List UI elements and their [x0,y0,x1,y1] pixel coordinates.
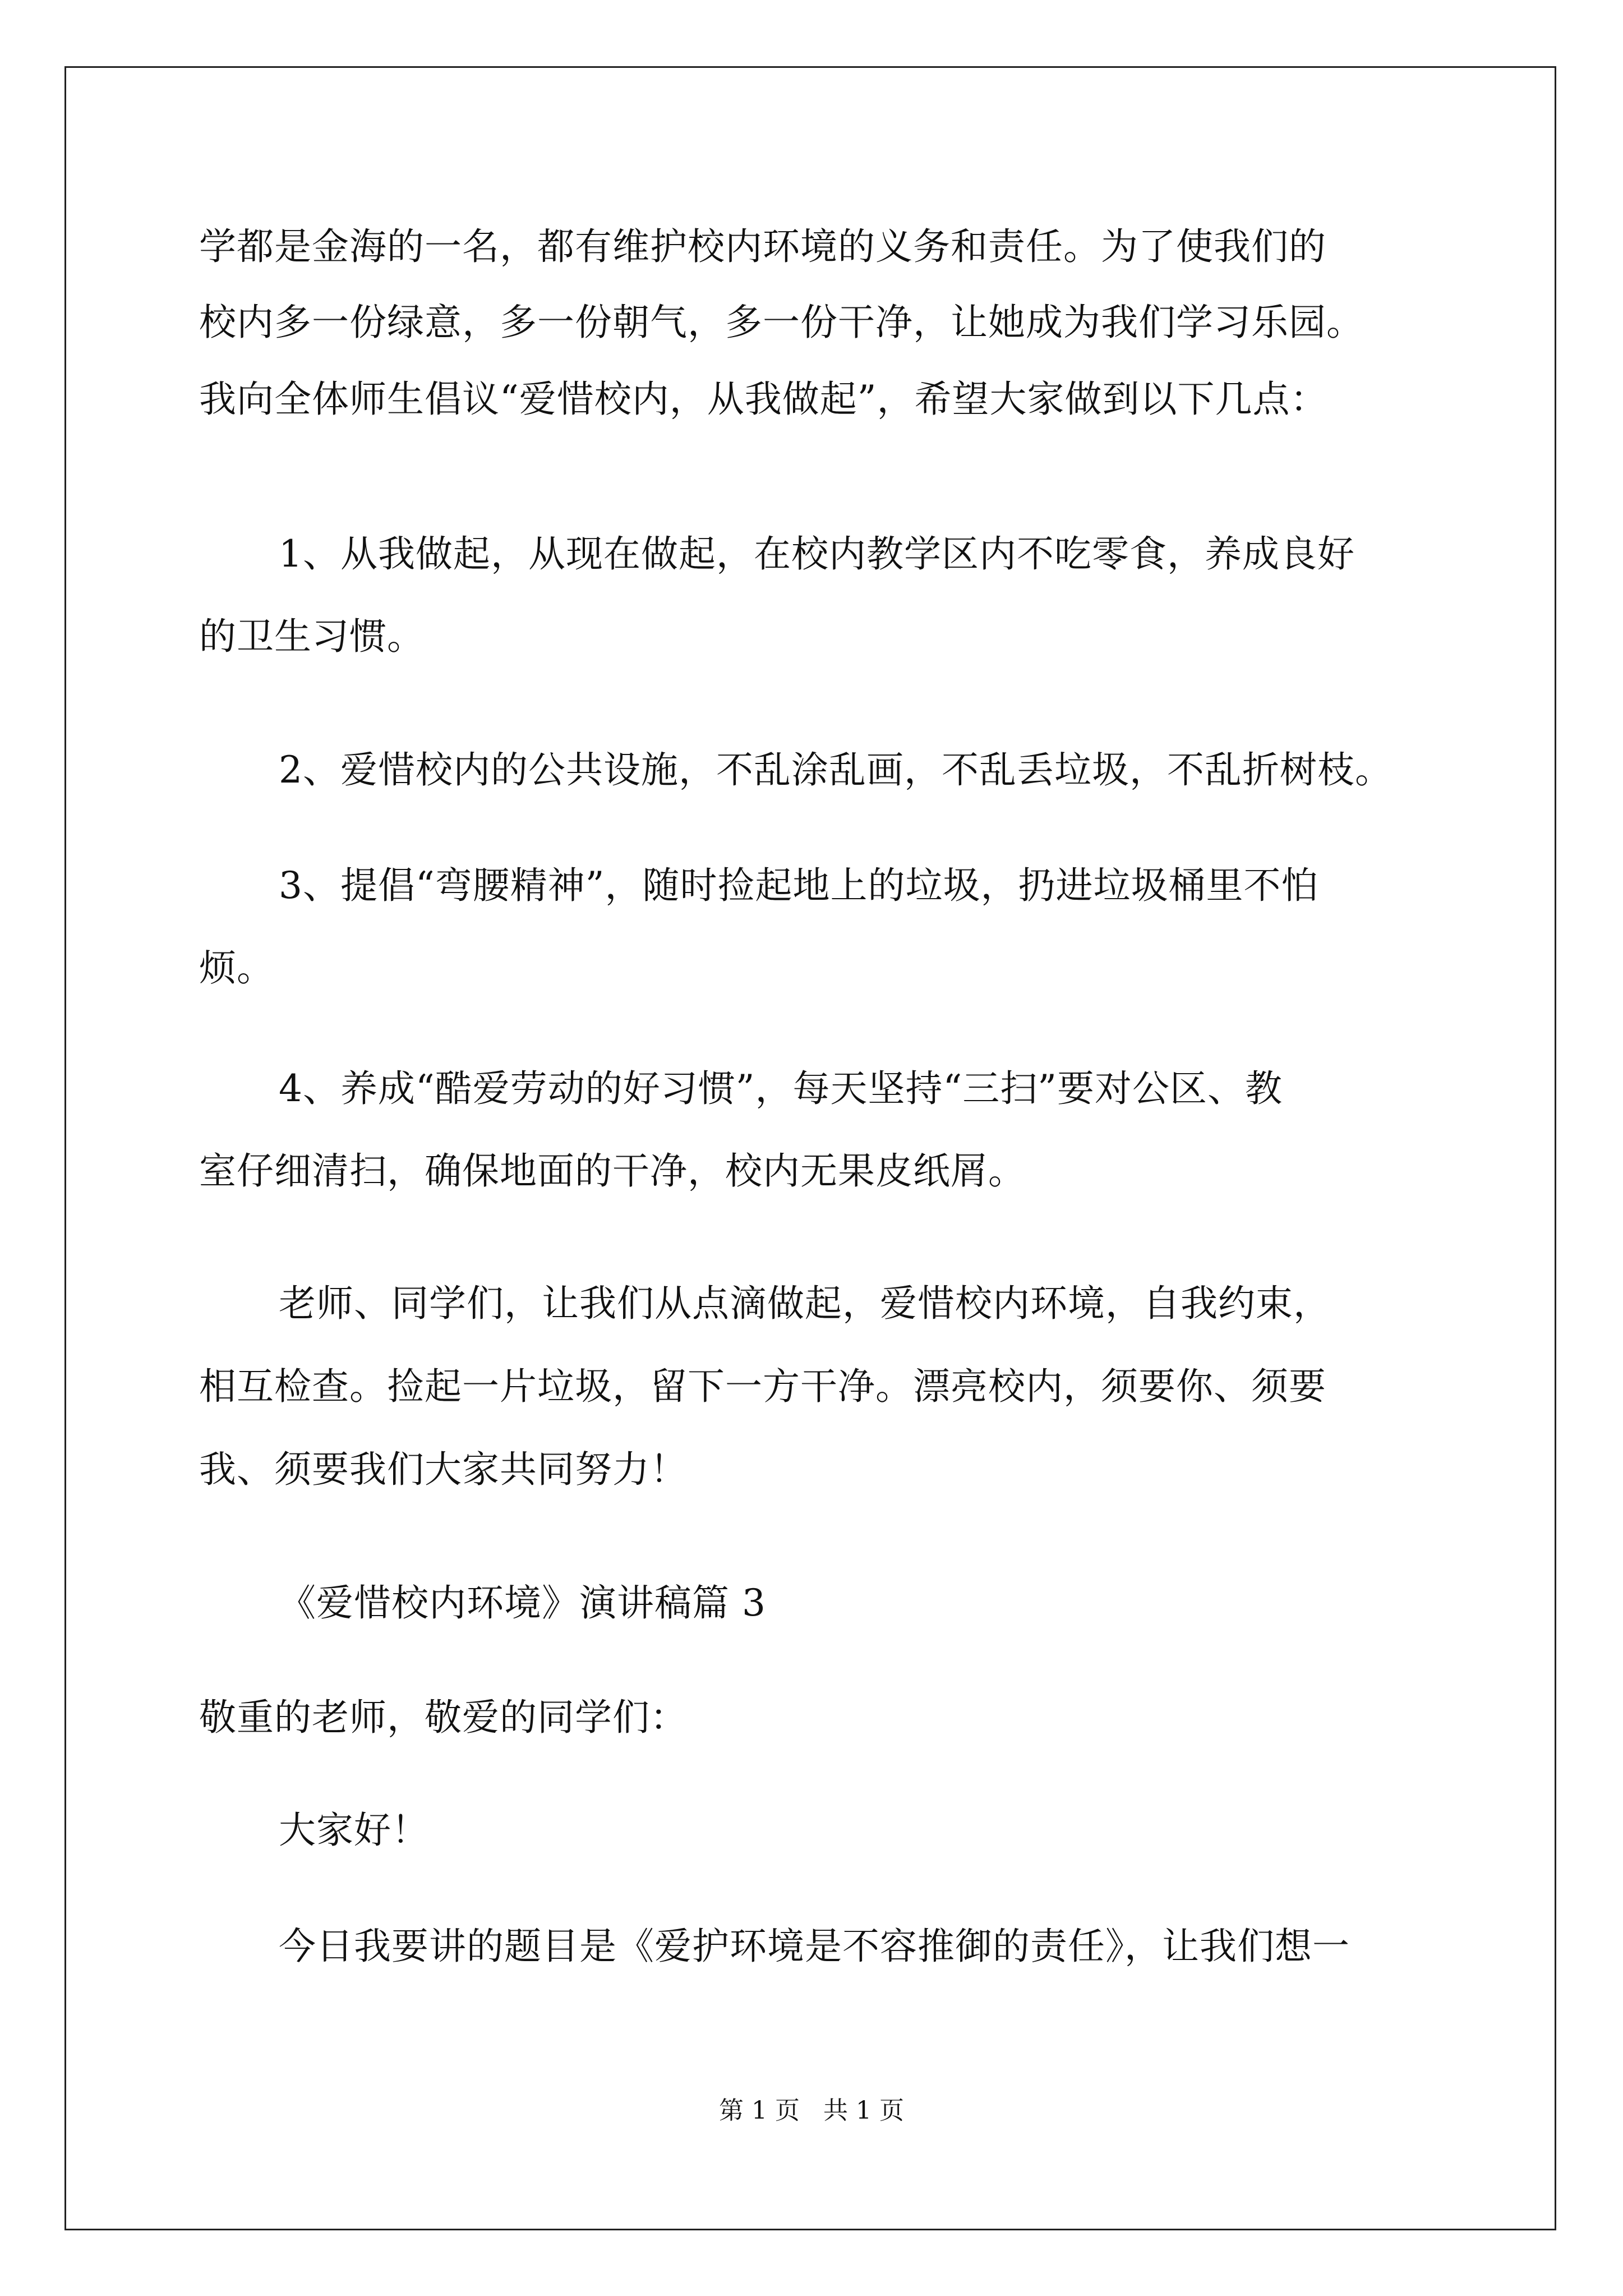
text-line-2: 校内多一份绿意，多一份朝气，多一份干净，让她成为我们学习乐园。 [199,301,1364,344]
page-footer [0,2095,1623,2127]
salutation: 敬重的老师，敬爱的同学们： [199,1696,688,1739]
list-item-4-cont: 室仔细清扫，确保地面的干净，校内无果皮纸屑。 [199,1149,1026,1193]
text-line-1: 学都是金海的一名，都有维护校内环境的义务和责任。为了使我们的 [199,225,1326,268]
greeting: 大家好！ [279,1809,429,1852]
speech-opening: 今日我要讲的题目是《爱护环境是不容推御的责任》，让我们想一 [279,1925,1350,1968]
list-item-1-cont: 的卫生习惯。 [199,615,425,658]
closing-line-2: 相互检查。捡起一片垃圾，留下一方干净。漂亮校内，须要你、须要 [199,1365,1326,1408]
list-item-4: 4、养成“酷爱劳动的好习惯”，每天坚持“三扫”要对公区、教 [279,1067,1283,1110]
list-item-2: 2、爱惜校内的公共设施，不乱涂乱画，不乱丢垃圾，不乱折树枝。 [279,748,1393,792]
text-line-3: 我向全体师生倡议“爱惜校内，从我做起”，希望大家做到以下几点： [199,378,1328,421]
list-item-3: 3、提倡“弯腰精神”，随时捡起地上的垃圾，扔进垃圾桶里不怕 [279,864,1319,907]
list-item-3-cont: 烦。 [199,946,274,990]
list-item-1: 1、从我做起，从现在做起，在校内教学区内不吃零食，养成良好 [279,532,1355,576]
closing-line-1: 老师、同学们，让我们从点滴做起，爱惜校内环境，自我约束， [279,1282,1331,1325]
page-number: 第 1 页 [719,2096,800,2125]
section-heading: 《爱惜校内环境》演讲稿篇 3 [279,1581,766,1625]
page-total: 共 1 页 [823,2096,904,2125]
closing-line-3: 我、须要我们大家共同努力！ [199,1448,688,1491]
